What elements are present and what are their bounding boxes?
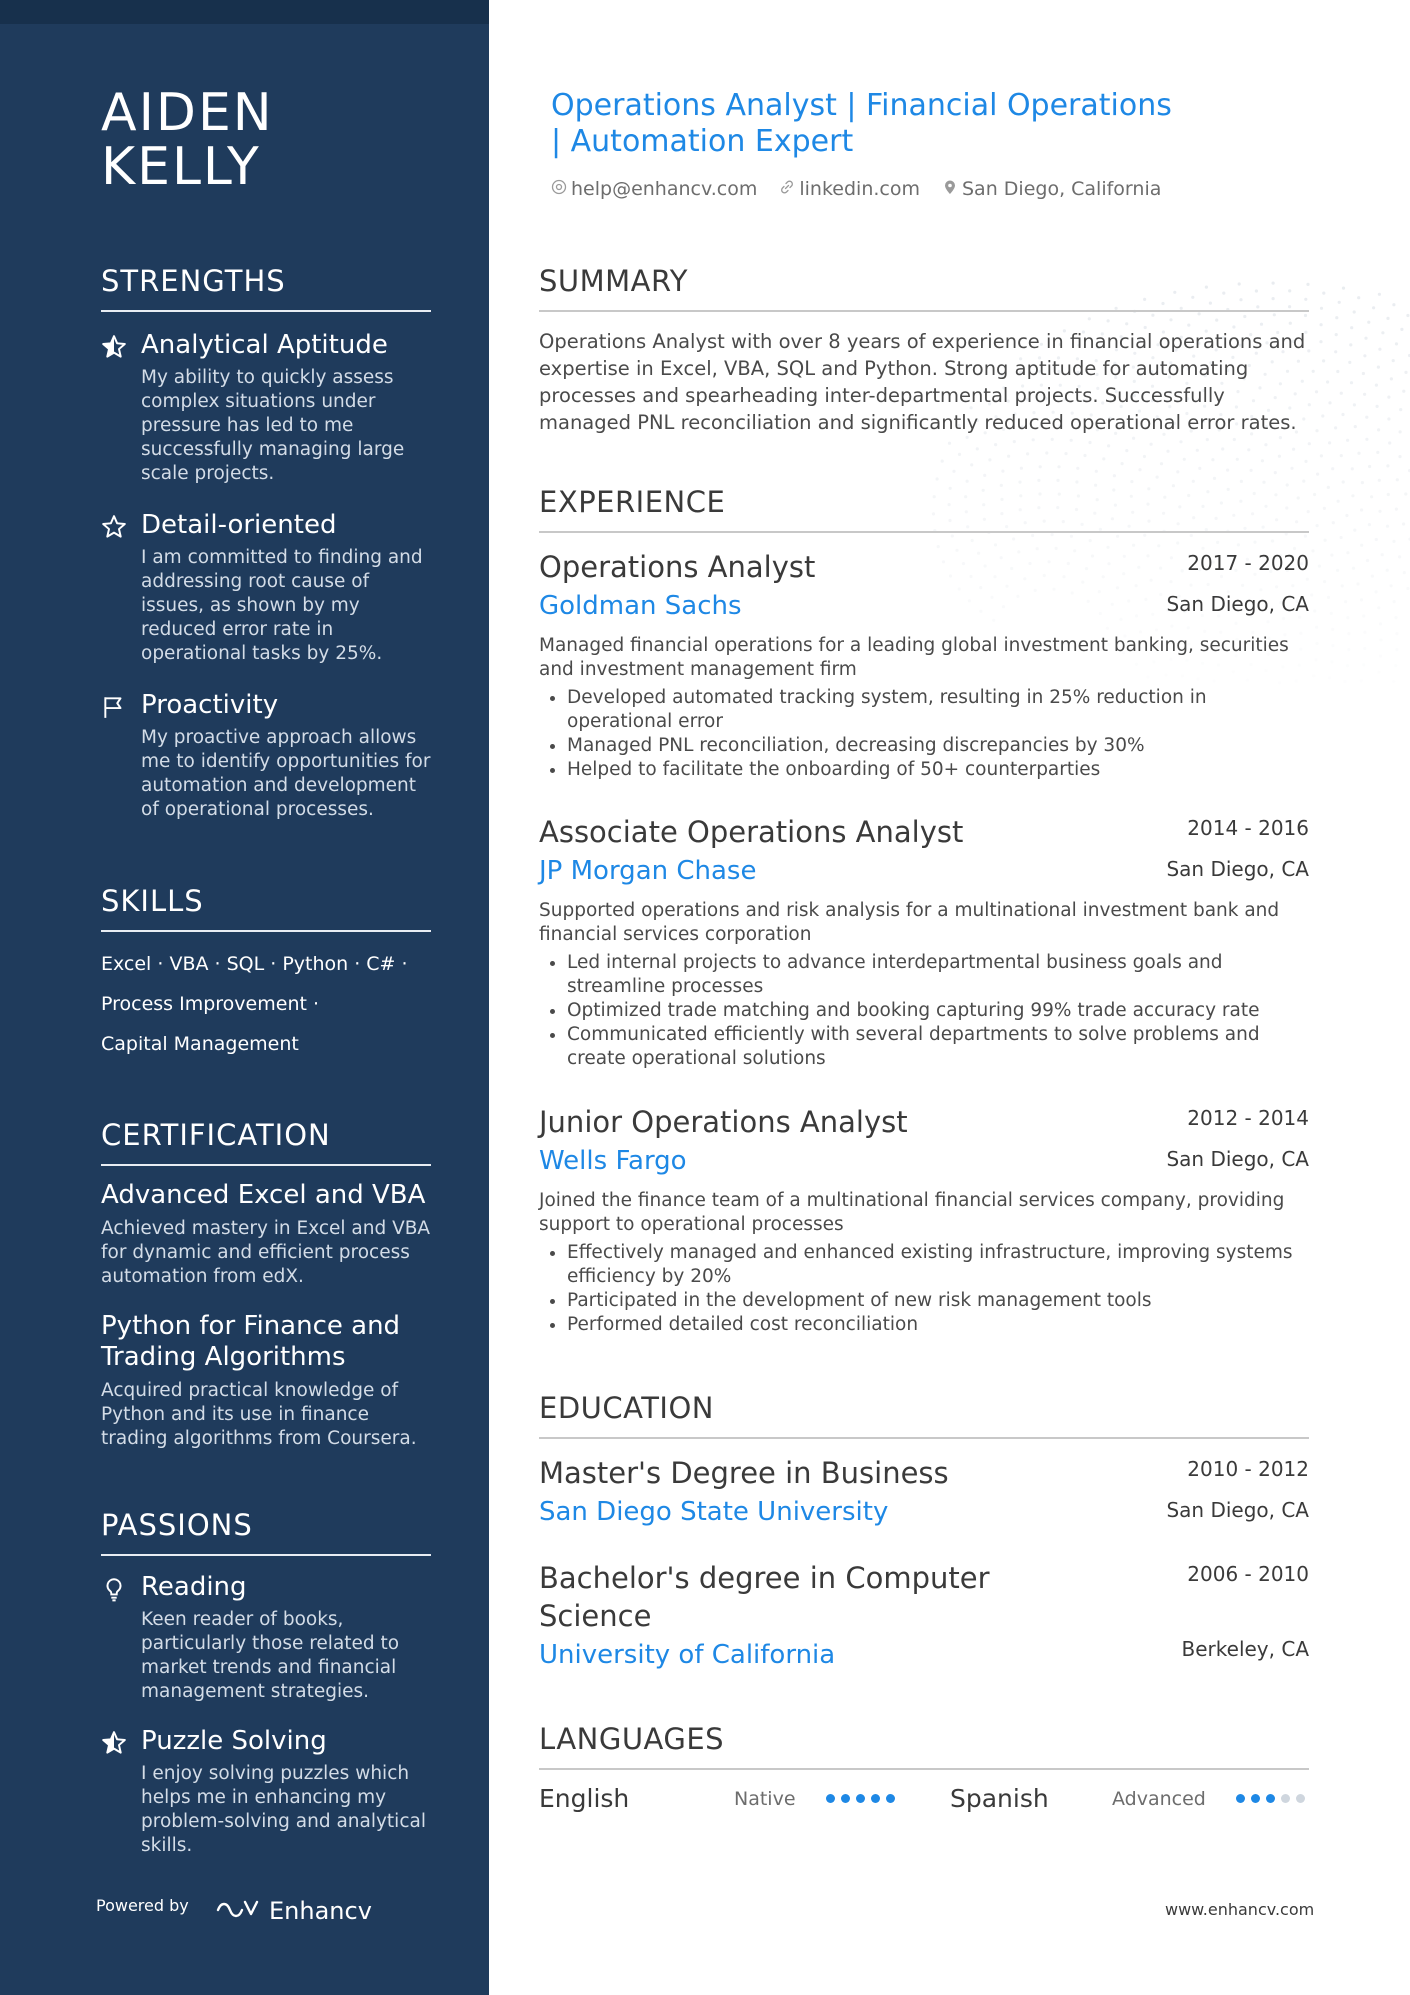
strengths-section	[101, 264, 431, 822]
language-rating	[1236, 1794, 1305, 1803]
job-company: JP Morgan Chase	[539, 856, 757, 886]
sidebar	[0, 0, 489, 1995]
job-description: Joined the finance team of a multinational financial services company, providing support to operational processes	[539, 1190, 1285, 1235]
lightbulb-icon	[101, 1576, 127, 1602]
job-bullet: • Effectively managed and enhanced existing infrastructure, improving systems efficiency by 20%	[567, 1241, 1309, 1289]
location-text: San Diego, California	[962, 178, 1162, 200]
certification-item	[101, 1311, 431, 1451]
strengths-title: STRENGTHS	[101, 264, 431, 312]
strength-title: Detail-oriented	[141, 510, 337, 540]
job-role: Junior Operations Analyst	[539, 1105, 908, 1139]
job-entry	[539, 1103, 1309, 1337]
languages-list	[539, 1784, 1309, 1813]
job-bullet: • Managed PNL reconciliation, decreasing discrepancies by 30%	[567, 734, 1309, 758]
job-dates: 2014 - 2016	[1187, 816, 1309, 840]
contact-location	[942, 178, 1161, 200]
passion-title: Puzzle Solving	[141, 1726, 327, 1756]
job-entry	[539, 813, 1309, 1071]
education-title: EDUCATION	[539, 1391, 1309, 1439]
certification-desc: Acquired practical knowledge of Python and its use in finance trading algorithms from Coursera.	[101, 1380, 417, 1449]
education-dates: 2010 - 2012	[1187, 1457, 1309, 1481]
sidebar-top-bar	[0, 0, 489, 24]
job-bullet: • Developed automated tracking system, resulting in 25% reduction in operational error	[567, 686, 1309, 734]
main-content	[489, 0, 1410, 1995]
contact-linkedin[interactable]	[779, 178, 920, 200]
job-bullet: • Led internal projects to advance interdepartmental business goals and streamline processes	[567, 951, 1309, 999]
flag-icon	[101, 694, 127, 720]
passion-desc: I enjoy solving puzzles which helps me in enhancing my problem-solving and analytical skills.	[141, 1763, 426, 1856]
job-bullet: • Optimized trade matching and booking capturing 99% trade accuracy rate	[567, 999, 1309, 1023]
summary-title: SUMMARY	[539, 264, 1309, 312]
passions-section	[101, 1508, 431, 1858]
education-degree: Master's Degree in Business	[539, 1456, 949, 1490]
education-entry	[539, 1559, 1309, 1675]
job-location: San Diego, CA	[1166, 1147, 1309, 1171]
job-bullet: • Communicated efficiently with several departments to solve problems and create operational solutions	[567, 1023, 1309, 1071]
star-half-icon	[101, 334, 127, 360]
certification-name: Advanced Excel and VBA	[101, 1180, 426, 1210]
strength-item	[101, 688, 431, 822]
summary-text: Operations Analyst with over 8 years of experience in financial operations and expertise in Excel, VBA, SQL and Python. Strong aptitude for automating processes and spearheading inter-departmental projects. Successfully managed PNL reconciliation and significantly reduced operational error rates.	[539, 330, 1306, 434]
powered-by-label: Powered by	[96, 1896, 189, 1915]
at-icon	[551, 178, 567, 200]
passion-item	[101, 1724, 431, 1858]
job-description: Supported operations and risk analysis for a multinational investment bank and financial services corporation	[539, 900, 1280, 945]
rating-dot	[1266, 1794, 1275, 1803]
enhancv-logo[interactable]	[215, 1896, 372, 1926]
passions-title: PASSIONS	[101, 1508, 431, 1556]
rating-dot	[856, 1794, 865, 1803]
job-bullet: • Participated in the development of new risk management tools	[567, 1289, 1309, 1313]
education-dates: 2006 - 2010	[1187, 1562, 1309, 1586]
name-text: AIDEN KELLY	[101, 83, 274, 197]
job-role: Operations Analyst	[539, 550, 816, 584]
strength-desc: My proactive approach allows me to identify opportunities for automation and development of operational processes.	[141, 727, 431, 820]
skills-line: Process Improvement ·	[101, 993, 320, 1015]
skills-title: SKILLS	[101, 884, 431, 932]
education-school: San Diego State University	[539, 1497, 889, 1527]
rating-dot	[841, 1794, 850, 1803]
strength-desc: I am committed to finding and addressing root cause of issues, as shown by my reduced error rate in operational tasks by 25%.	[141, 547, 423, 664]
skills-section	[101, 884, 431, 1064]
job-company: Wells Fargo	[539, 1146, 687, 1176]
certification-item	[101, 1180, 431, 1289]
language-item	[950, 1784, 1305, 1813]
job-bullets	[539, 686, 1309, 782]
job-bullets	[539, 1241, 1309, 1337]
job-company: Goldman Sachs	[539, 591, 742, 621]
job-role: Associate Operations Analyst	[539, 815, 964, 849]
language-level: Advanced	[1112, 1787, 1206, 1810]
rating-dot	[1236, 1794, 1245, 1803]
language-name: Spanish	[950, 1784, 1049, 1813]
rating-dot	[1251, 1794, 1260, 1803]
rating-dot	[826, 1794, 835, 1803]
education-entry	[539, 1454, 1309, 1532]
headline: Operations Analyst | Financial Operations | Automation Expert	[551, 88, 1172, 159]
strength-item	[101, 328, 431, 486]
star-half-icon	[101, 1730, 127, 1756]
rating-dot	[1296, 1794, 1305, 1803]
education-location: Berkeley, CA	[1181, 1637, 1309, 1661]
job-location: San Diego, CA	[1166, 592, 1309, 616]
job-entry	[539, 548, 1309, 782]
linkedin-text: linkedin.com	[799, 178, 920, 200]
job-bullets	[539, 951, 1309, 1071]
language-name: English	[539, 1784, 630, 1813]
certification-section	[101, 1118, 431, 1451]
certification-name: Python for Finance and Trading Algorithms	[101, 1311, 401, 1372]
location-pin-icon	[942, 178, 958, 200]
job-dates: 2012 - 2014	[1187, 1106, 1309, 1130]
certification-title: CERTIFICATION	[101, 1118, 431, 1166]
job-bullet: • Performed detailed cost reconciliation	[567, 1313, 1309, 1337]
contact-email[interactable]	[551, 178, 757, 200]
skills-list	[101, 944, 431, 1064]
rating-dot	[871, 1794, 880, 1803]
website-link[interactable]: www.enhancv.com	[1165, 1900, 1315, 1919]
link-icon	[779, 178, 795, 200]
job-bullet: • Helped to facilitate the onboarding of 50+ counterparties	[567, 758, 1309, 782]
passion-desc: Keen reader of books, particularly those related to market trends and financial management strategies.	[141, 1609, 400, 1702]
strength-title: Analytical Aptitude	[141, 330, 388, 360]
education-location: San Diego, CA	[1166, 1498, 1309, 1522]
job-description: Managed financial operations for a leading global investment banking, securities and investment management firm	[539, 635, 1289, 680]
candidate-name	[101, 83, 401, 197]
language-level: Native	[734, 1787, 796, 1810]
passion-item	[101, 1570, 431, 1704]
strength-desc: My ability to quickly assess complex situations under pressure has led to me successfully managing large scale projects.	[141, 367, 405, 484]
contact-bar	[551, 178, 1161, 200]
language-item	[539, 1784, 950, 1813]
enhancv-logo-text: Enhancv	[269, 1897, 372, 1925]
job-location: San Diego, CA	[1166, 857, 1309, 881]
enhancv-logo-icon	[215, 1896, 261, 1926]
rating-dot	[1281, 1794, 1290, 1803]
passion-title: Reading	[141, 1572, 247, 1602]
languages-title: LANGUAGES	[539, 1722, 1309, 1770]
certification-desc: Achieved mastery in Excel and VBA for dynamic and efficient process automation from edX.	[101, 1218, 431, 1287]
strength-title: Proactivity	[141, 690, 279, 720]
education-school: University of California	[539, 1640, 836, 1670]
skills-line: Capital Management	[101, 1033, 299, 1055]
star-outline-icon	[101, 514, 127, 540]
job-dates: 2017 - 2020	[1187, 551, 1309, 575]
rating-dot	[886, 1794, 895, 1803]
email-text: help@enhancv.com	[571, 178, 758, 200]
strength-item	[101, 508, 431, 666]
experience-title: EXPERIENCE	[539, 485, 1309, 533]
language-rating	[826, 1794, 895, 1803]
skills-line: Excel · VBA · SQL · Python · C# ·	[101, 953, 408, 975]
education-degree: Bachelor's degree in Computer Science	[539, 1561, 990, 1633]
